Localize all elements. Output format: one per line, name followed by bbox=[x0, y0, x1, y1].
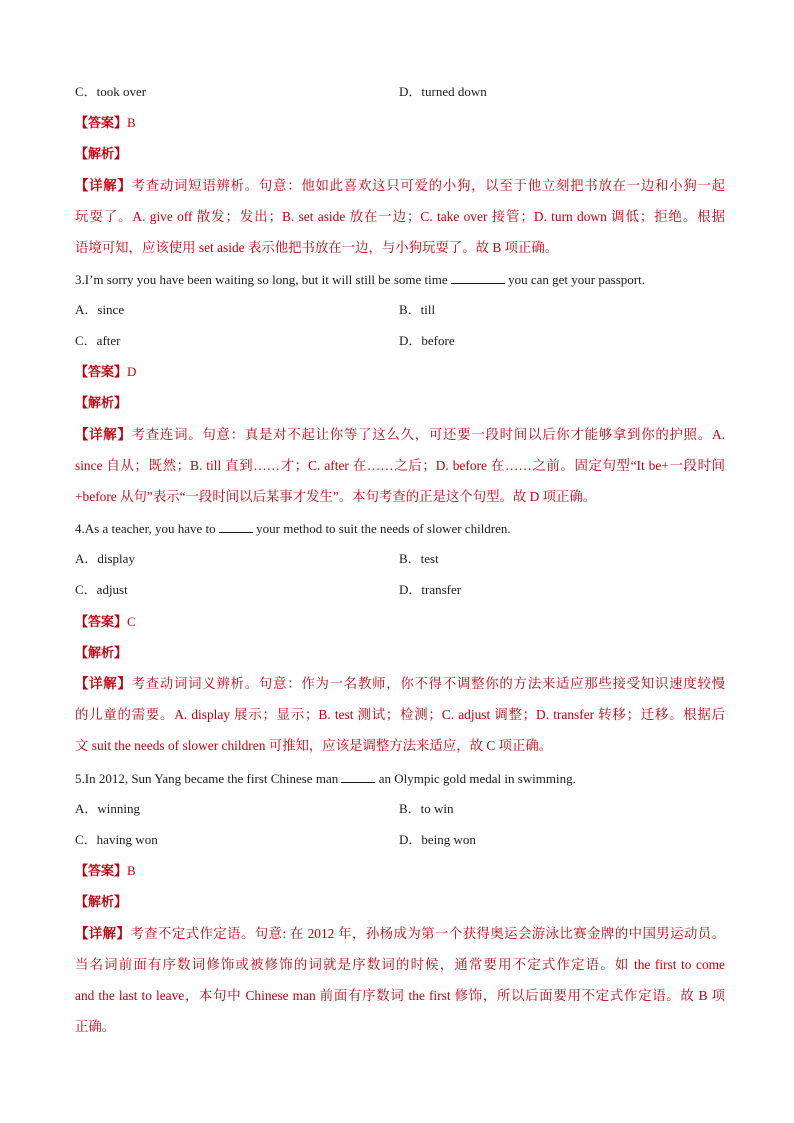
answer-value: B bbox=[127, 863, 136, 878]
q3-detail-line-2: since 自从；既然；B. till 直到……才；C. after 在……之后；D. before 在……之前。固定句型“It be+一段时间 bbox=[75, 458, 725, 473]
q5-stem bbox=[75, 770, 576, 787]
answer-value: B bbox=[127, 115, 136, 130]
answer-tag: 【答案】 bbox=[75, 863, 128, 878]
q4-option-a: A．display bbox=[75, 551, 135, 566]
q2-answer-line bbox=[75, 115, 136, 131]
q3-option-a: A．since bbox=[75, 302, 125, 317]
q3-detail-line-3: +before 从句”表示“一段时间以后某事才发生”。本句考查的正是这个句型。故 D 项正确。 bbox=[75, 489, 597, 504]
q5-stem-part-2: an Olympic gold medal in swimming. bbox=[378, 771, 576, 786]
q3-option-d: D．before bbox=[399, 333, 455, 348]
q3-stem-part-2: you can get your passport. bbox=[508, 272, 645, 287]
answer-value: D bbox=[127, 364, 137, 379]
q4-stem-part-2: your method to suit the needs of slower children. bbox=[256, 521, 511, 536]
q4-analysis-line bbox=[75, 645, 127, 661]
detail-text: 考查动词词义辨析。句意：作为一名教师，你不得不调整你的方法来适应那些接受知识速度较慢 bbox=[131, 676, 726, 691]
analysis-tag: 【解析】 bbox=[75, 146, 128, 161]
q3-blank bbox=[451, 271, 505, 284]
analysis-tag: 【解析】 bbox=[75, 395, 128, 410]
q4-blank bbox=[219, 520, 253, 533]
q4-detail-line-3: 文 suit the needs of slower children 可推知，应该是调整方法来适应，故 C 项正确。 bbox=[75, 738, 553, 753]
q3-option-c: C．after bbox=[75, 333, 121, 348]
detail-tag: 【详解】 bbox=[75, 926, 131, 941]
q3-stem bbox=[75, 271, 645, 288]
detail-text: 考查连词。句意：真是对不起让你等了这么久，可还要一段时间以后你才能够拿到你的护照。A. bbox=[131, 427, 726, 442]
q5-detail-line-2: 当名词前面有序数词修饰或被修饰的词就是序数词的时候，通常要用不定式作定语。如 the first to come bbox=[75, 957, 725, 972]
q5-detail-line-3: and the last to leave，本句中 Chinese man 前面有序数词 the first 修饰，所以后面要用不定式作定语。故 B 项 bbox=[75, 988, 725, 1003]
q2-detail-line-1 bbox=[75, 178, 725, 194]
q5-detail-line-4: 正确。 bbox=[75, 1019, 116, 1034]
analysis-tag: 【解析】 bbox=[75, 894, 128, 909]
answer-tag: 【答案】 bbox=[75, 115, 128, 130]
q2-detail-line-3: 语境可知，应该使用 set aside 表示他把书放在一边，与小狗玩耍了。故 B 项正确。 bbox=[75, 240, 559, 255]
q2-detail-line-2: 玩耍了。A. give off 散发；发出；B. set aside 放在一边；C. take over 接管；D. turn down 调低；拒绝。根据 bbox=[75, 209, 725, 224]
q5-answer-line bbox=[75, 863, 136, 879]
answer-tag: 【答案】 bbox=[75, 364, 128, 379]
detail-tag: 【详解】 bbox=[75, 178, 132, 193]
q5-option-a: A．winning bbox=[75, 801, 141, 816]
answer-value: C bbox=[127, 614, 136, 629]
q5-stem-part-1: 5.In 2012, Sun Yang became the first Chinese man bbox=[75, 771, 339, 786]
q2-option-d: D．turned down bbox=[399, 84, 487, 99]
q5-option-d: D．being won bbox=[399, 832, 476, 847]
q2-analysis-line bbox=[75, 146, 127, 162]
q2-option-c: C．took over bbox=[75, 84, 147, 99]
q3-analysis-line bbox=[75, 395, 127, 411]
q4-option-c: C．adjust bbox=[75, 582, 128, 597]
q3-answer-line bbox=[75, 364, 136, 380]
q4-stem bbox=[75, 520, 511, 537]
q4-detail-line-1 bbox=[75, 676, 725, 692]
answer-tag: 【答案】 bbox=[75, 614, 128, 629]
q3-detail-line-1 bbox=[75, 427, 725, 443]
q4-answer-line bbox=[75, 614, 136, 630]
detail-tag: 【详解】 bbox=[75, 427, 132, 442]
q5-option-b: B．to win bbox=[399, 801, 454, 816]
q3-stem-part-1: 3.I’m sorry you have been waiting so long, but it will still be some time bbox=[75, 272, 448, 287]
q4-detail-line-2: 的儿童的需要。A. display 展示；显示；B. test 测试；检测；C. adjust 调整；D. transfer 转移；迁移。根据后 bbox=[75, 707, 725, 722]
q3-option-b: B．till bbox=[399, 302, 436, 317]
q5-analysis-line bbox=[75, 894, 127, 910]
detail-text: 考查不定式作定语。句意: 在 2012 年，孙杨成为第一个获得奥运会游泳比赛金牌的中国男运动员。 bbox=[130, 926, 725, 941]
q4-stem-part-1: 4.As a teacher, you have to bbox=[75, 521, 216, 536]
detail-tag: 【详解】 bbox=[75, 676, 132, 691]
q4-option-d: D．transfer bbox=[399, 582, 462, 597]
q5-detail-line-1 bbox=[75, 926, 725, 942]
q5-blank bbox=[341, 770, 375, 783]
detail-text: 考查动词短语辨析。句意：他如此喜欢这只可爱的小狗，以至于他立刻把书放在一边和小狗一起 bbox=[131, 178, 726, 193]
analysis-tag: 【解析】 bbox=[75, 645, 128, 660]
q5-option-c: C．having won bbox=[75, 832, 158, 847]
q4-option-b: B．test bbox=[399, 551, 439, 566]
